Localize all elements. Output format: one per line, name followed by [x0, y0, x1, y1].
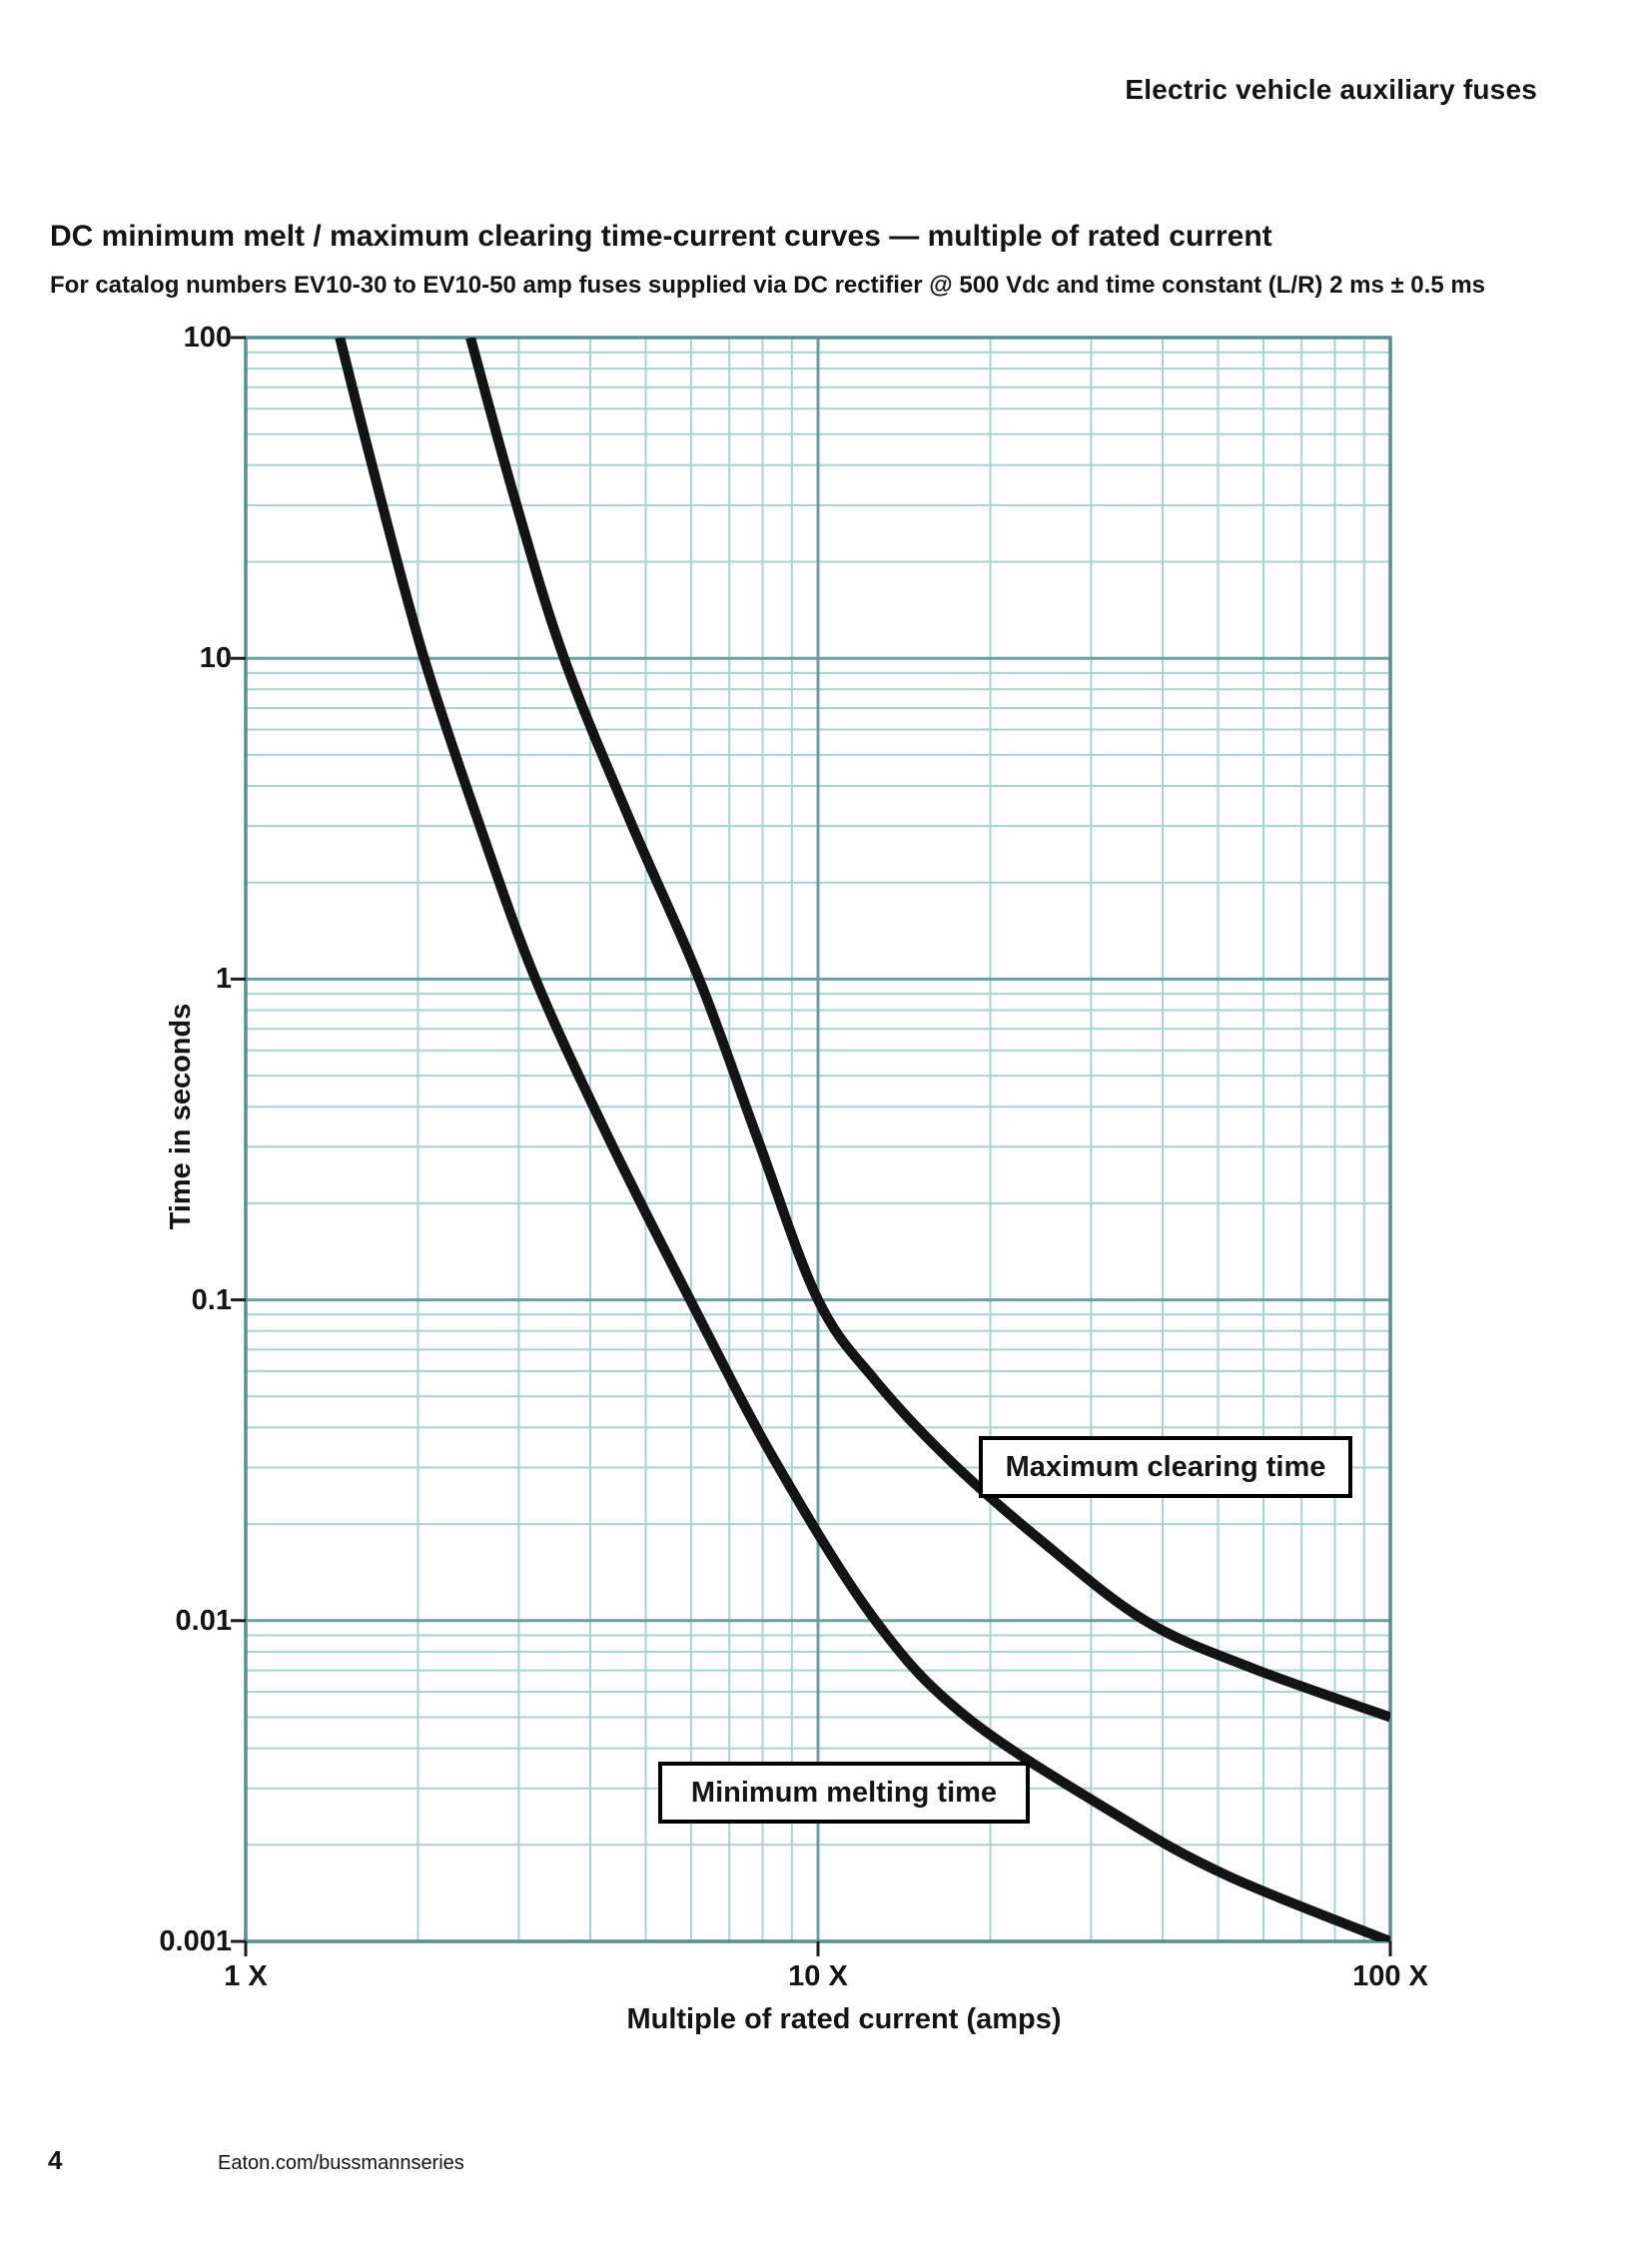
curve-minimum-melting-time [340, 338, 1390, 1941]
y-axis-tick-label: 0.001 [159, 1925, 232, 1957]
page-number: 4 [48, 2145, 63, 2175]
x-axis-tick-label: 1 X [224, 1960, 268, 1992]
y-axis-tick-label: 10 [199, 642, 232, 675]
chart-subtitle: For catalog numbers EV10-30 to EV10-50 amp fuses supplied via DC rectifier @ 500 Vdc and time constant (L/R) 2 ms ± 0.5 ms [50, 272, 1486, 299]
y-axis-title: Time in seconds [165, 1003, 197, 1230]
x-axis-title: Multiple of rated current (amps) [626, 2003, 1062, 2035]
legend-box-maximum-clearing-time [979, 1436, 1352, 1498]
x-axis-tick-label: 10 X [788, 1960, 848, 1992]
chart-title: DC minimum melt / maximum clearing time-current curves — multiple of rated current [50, 220, 1272, 253]
y-axis-tick-label: 0.01 [175, 1604, 232, 1637]
legend-box-minimum-melting-time [658, 1762, 1030, 1824]
y-axis-tick-label: 1 [215, 963, 232, 996]
curve-maximum-clearing-time [470, 338, 1390, 1718]
document-header: Electric vehicle auxiliary fuses [1125, 74, 1537, 105]
x-axis-tick-label: 100 X [1352, 1960, 1428, 1992]
legend-label-maximum-clearing-time: Maximum clearing time [1005, 1450, 1326, 1483]
footer-url[interactable]: Eaton.com/bussmannseries [218, 2152, 464, 2174]
legend-label-minimum-melting-time: Minimum melting time [690, 1776, 998, 1809]
y-axis-tick-label: 0.1 [191, 1283, 232, 1316]
y-axis-tick-label: 100 [183, 322, 232, 354]
